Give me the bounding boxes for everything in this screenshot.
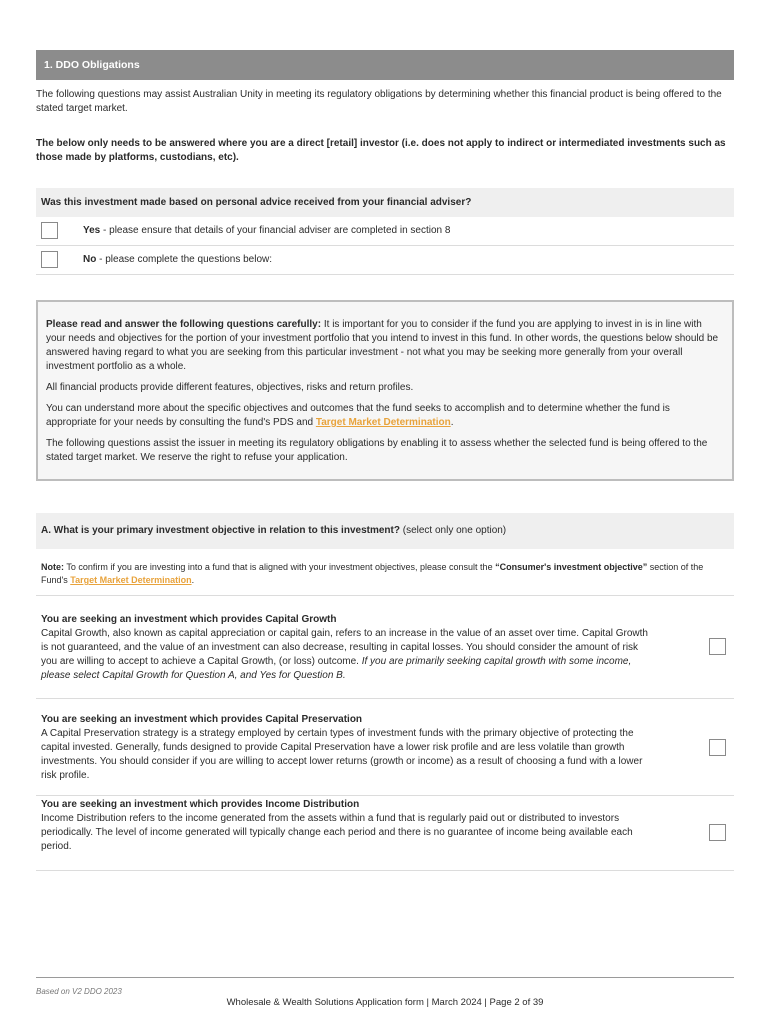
info-paragraph-3: You can understand more about the specific objectives and outcomes that the fund seeks to accomplish and to determine whether the fund is appropriate for your needs by consulting the fund's PDS and Target Market Determination.	[46, 403, 670, 428]
capital-preservation-checkbox[interactable]	[709, 739, 726, 756]
capital-growth-checkbox[interactable]	[709, 638, 726, 655]
advice-no-checkbox[interactable]	[41, 251, 58, 268]
objective-title: You are seeking an investment which provides Capital Preservation	[41, 714, 363, 725]
footer-version: Based on V2 DDO 2023	[36, 987, 122, 996]
objective-title: You are seeking an investment which provides Income Distribution	[41, 799, 360, 810]
divider	[36, 795, 734, 796]
info-box	[36, 300, 734, 481]
objective-income-distribution	[41, 798, 653, 854]
info-paragraph-4: The following questions assist the issuer in meeting its regulatory obligations by enabling it to assess whether the selected fund is being offered to the stated target market. We reserve the right to refuse your application.	[46, 438, 708, 463]
footer-page-info: Wholesale & Wealth Solutions Application form | March 2024 | Page 2 of 39	[226, 997, 544, 1008]
section-header: 1. DDO Obligations	[36, 50, 734, 80]
objective-italic-note: If you are primarily seeking capital growth with some income, please select Capital Growth for Question A, and Yes for Question B.	[41, 656, 632, 681]
divider	[36, 698, 734, 699]
info-paragraph-2: All financial products provide different features, objectives, risks and return profiles.	[46, 382, 414, 393]
advice-question-header: Was this investment made based on personal advice received from your financial adviser?	[36, 188, 734, 217]
objective-capital-preservation	[41, 713, 653, 783]
intro-text: The following questions may assist Australian Unity in meeting its regulatory obligations by determining whether this financial product is being offered to the stated target market.	[36, 89, 722, 114]
question-a-note: Note: To confirm if you are investing into a fund that is aligned with your investment objectives, please consult the “Consumer's investment objective” section of the Fund's Target Market Determination.	[41, 562, 704, 585]
divider	[36, 595, 734, 596]
footer-rule	[36, 977, 734, 978]
advice-yes-checkbox[interactable]	[41, 222, 58, 239]
objective-capital-growth	[41, 613, 653, 683]
objective-body: Income Distribution refers to the income generated from the assets within a fund that is regularly paid out or distributed to investors periodically. The level of income generated will typically change each period and there is no guarantee of income being available each period.	[41, 813, 633, 852]
info-paragraph-1: Please read and answer the following questions carefully: It is important for you to consider if the fund you are applying to invest in is in line with your needs and objectives for the portion of your investment portfolio that you intend to invest in this fund. In other words, the questions below should be answered having regard to what you are seeking from this particular investment - not what you may be seeking more generally from your overall investment portfolio as a whole.	[46, 319, 719, 372]
objective-body: Capital Growth, also known as capital appreciation or capital gain, refers to an increase in the value of an asset over time. Capital Growth is not guaranteed, and the value of an investment can also decrease, resulting in capital losses. You should consider the amount of risk you are willing to accept to achieve a Capital Growth, (or loss) outcome.	[41, 628, 648, 667]
advice-option-no	[36, 246, 734, 275]
objective-body: A Capital Preservation strategy is a strategy employed by certain types of investment funds with the primary objective of protecting the capital invested. Generally, funds designed to provide Capital Preservation have a lower risk profile and are less volatile than growth investments. You should consider if you are willing to accept lower returns (growth or income) as a result of choosing a fund with a lower risk profile.	[41, 728, 643, 781]
tmd-link[interactable]: Target Market Determination	[315, 417, 451, 428]
income-distribution-checkbox[interactable]	[709, 824, 726, 841]
question-a-header: A. What is your primary investment objective in relation to this investment? (select only one option)	[36, 513, 734, 549]
note-tmd-link[interactable]: Target Market Determination	[70, 575, 192, 585]
applicability-note: The below only needs to be answered where you are a direct [retail] investor (i.e. does not apply to indirect or intermediated investments such as those made by platforms, custodians, etc).	[36, 138, 726, 163]
divider	[36, 870, 734, 871]
advice-no-text: No - please complete the questions below:	[83, 254, 273, 265]
objective-title: You are seeking an investment which provides Capital Growth	[41, 614, 337, 625]
advice-option-yes	[36, 217, 734, 246]
advice-yes-text: Yes - please ensure that details of your financial adviser are completed in section 8	[83, 225, 451, 236]
